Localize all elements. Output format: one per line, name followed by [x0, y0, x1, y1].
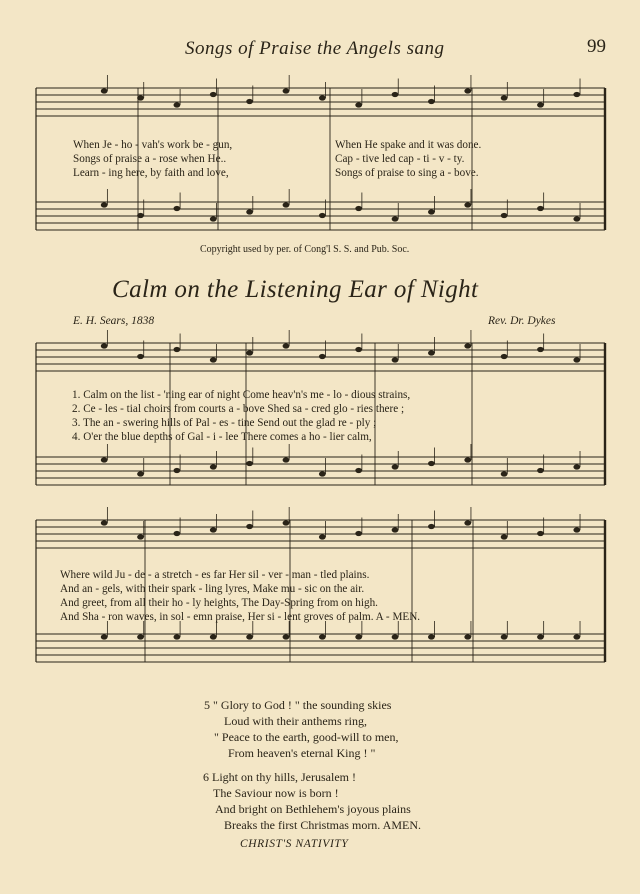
note-head — [573, 527, 580, 532]
note-head — [319, 354, 326, 359]
note-head — [283, 634, 290, 639]
hymn-title: Calm on the Listening Ear of Night — [112, 276, 479, 303]
note-head — [246, 461, 253, 466]
note-head — [210, 464, 217, 469]
note-head — [392, 634, 399, 639]
note-head — [501, 354, 508, 359]
note-head — [101, 343, 108, 348]
note-head — [573, 464, 580, 469]
verse5-line-4: From heaven's eternal King ! " — [228, 746, 376, 760]
note-head — [246, 350, 253, 355]
hymn1-lyric-line-1a: When Je - ho - vah's work be - gun, — [73, 139, 233, 151]
note-head — [573, 92, 580, 97]
note-head — [173, 206, 180, 211]
note-head — [319, 213, 326, 218]
copyright-notice: Copyright used by per. of Cong'l S. S. and Pub. Soc. — [200, 244, 410, 255]
note-head — [101, 88, 108, 93]
note-head — [355, 531, 362, 536]
note-head — [464, 88, 471, 93]
note-head — [137, 634, 144, 639]
note-head — [210, 527, 217, 532]
note-head — [210, 216, 217, 221]
note-head — [319, 634, 326, 639]
note-head — [537, 531, 544, 536]
note-head — [464, 343, 471, 348]
note-head — [173, 102, 180, 107]
note-head — [537, 347, 544, 352]
note-head — [392, 357, 399, 362]
note-head — [392, 527, 399, 532]
note-head — [464, 520, 471, 525]
note-head — [537, 102, 544, 107]
note-head — [173, 468, 180, 473]
note-head — [283, 457, 290, 462]
note-head — [537, 634, 544, 639]
note-head — [137, 534, 144, 539]
note-head — [428, 99, 435, 104]
note-head — [137, 471, 144, 476]
note-head — [501, 634, 508, 639]
note-head — [319, 95, 326, 100]
note-head — [355, 468, 362, 473]
note-head — [537, 206, 544, 211]
note-head — [319, 534, 326, 539]
note-head — [319, 471, 326, 476]
note-head — [210, 92, 217, 97]
note-head — [501, 213, 508, 218]
hymn2-verse2-line-b: And an - gels, with their spark - ling lyres, Make mu - sic on the air. — [60, 583, 365, 595]
note-head — [464, 202, 471, 207]
note-head — [573, 357, 580, 362]
hymn-composer: Rev. Dr. Dykes — [488, 315, 556, 327]
note-head — [501, 534, 508, 539]
note-head — [283, 520, 290, 525]
hymn-category-footer: CHRIST'S NATIVITY — [240, 838, 349, 850]
hymn1-lyric-line-3a: Learn - ing here, by faith and love, — [73, 167, 229, 179]
note-head — [464, 457, 471, 462]
note-head — [137, 354, 144, 359]
verse5-line-1: 5 " Glory to God ! " the sounding skies — [204, 698, 392, 712]
verse5-line-2: Loud with their anthems ring, — [224, 714, 367, 728]
note-head — [101, 202, 108, 207]
note-head — [246, 99, 253, 104]
note-head — [428, 634, 435, 639]
note-head — [428, 350, 435, 355]
note-head — [392, 92, 399, 97]
note-head — [246, 634, 253, 639]
note-head — [283, 343, 290, 348]
note-head — [137, 95, 144, 100]
note-head — [137, 213, 144, 218]
hymn-author: E. H. Sears, 1838 — [73, 315, 155, 327]
note-head — [392, 464, 399, 469]
note-head — [210, 357, 217, 362]
note-head — [173, 531, 180, 536]
note-head — [355, 347, 362, 352]
note-head — [355, 634, 362, 639]
note-head — [573, 634, 580, 639]
note-head — [537, 468, 544, 473]
note-head — [355, 206, 362, 211]
running-header: Songs of Praise the Angels sang — [185, 38, 445, 59]
hymn2-verse3-line-b: And greet, from all their ho - ly heights, The Day-Spring from on high. — [60, 597, 378, 609]
hymn2-verse1-line-b: Where wild Ju - de - a stretch - es far Her sil - ver - man - tled plains. — [60, 569, 370, 581]
verse5-line-3: " Peace to the earth, good-will to men, — [214, 730, 399, 744]
verse6-line-4: Breaks the first Christmas morn. AMEN. — [224, 818, 421, 832]
hymn2-verse4-line-b: And Sha - ron waves, in sol - emn praise, Her si - lent groves of palm. A - MEN. — [60, 611, 421, 623]
note-head — [173, 634, 180, 639]
hymn2-verse3-line-a: 3. The an - swering hills of Pal - es - tine Send out the glad re - ply ; — [72, 417, 377, 429]
note-head — [283, 88, 290, 93]
verse6-line-3: And bright on Bethlehem's joyous plains — [215, 802, 411, 816]
hymn2-verse2-line-a: 2. Ce - les - tial choirs from courts a - bove Shed sa - cred glo - ries there ; — [72, 403, 405, 415]
note-head — [101, 634, 108, 639]
hymn1-lyric-line-3b: Songs of praise to sing a - bove. — [335, 167, 479, 179]
note-head — [428, 524, 435, 529]
note-head — [246, 209, 253, 214]
hymn1-lyric-line-2a: Songs of praise a - rose when He.. — [73, 153, 227, 165]
hymn2-verse1-line-a: 1. Calm on the list - 'ning ear of night Come heav'n's me - lo - dious strains, — [72, 389, 411, 401]
note-head — [101, 457, 108, 462]
verse6-line-1: 6 Light on thy hills, Jerusalem ! — [203, 770, 356, 784]
note-head — [355, 102, 362, 107]
note-head — [501, 471, 508, 476]
page-number: 99 — [587, 36, 606, 57]
note-head — [283, 202, 290, 207]
note-head — [428, 209, 435, 214]
hymn1-lyric-line-1b: When He spake and it was done. — [335, 139, 482, 151]
verse6-line-2: The Saviour now is born ! — [213, 786, 339, 800]
note-head — [246, 524, 253, 529]
note-head — [101, 520, 108, 525]
note-head — [392, 216, 399, 221]
note-head — [428, 461, 435, 466]
note-head — [501, 95, 508, 100]
hymn1-lyric-line-2b: Cap - tive led cap - ti - v - ty. — [335, 153, 465, 165]
note-head — [173, 347, 180, 352]
note-head — [464, 634, 471, 639]
hymn2-verse4-line-a: 4. O'er the blue depths of Gal - i - lee There comes a ho - lier calm, — [72, 431, 372, 443]
note-head — [210, 634, 217, 639]
note-head — [573, 216, 580, 221]
